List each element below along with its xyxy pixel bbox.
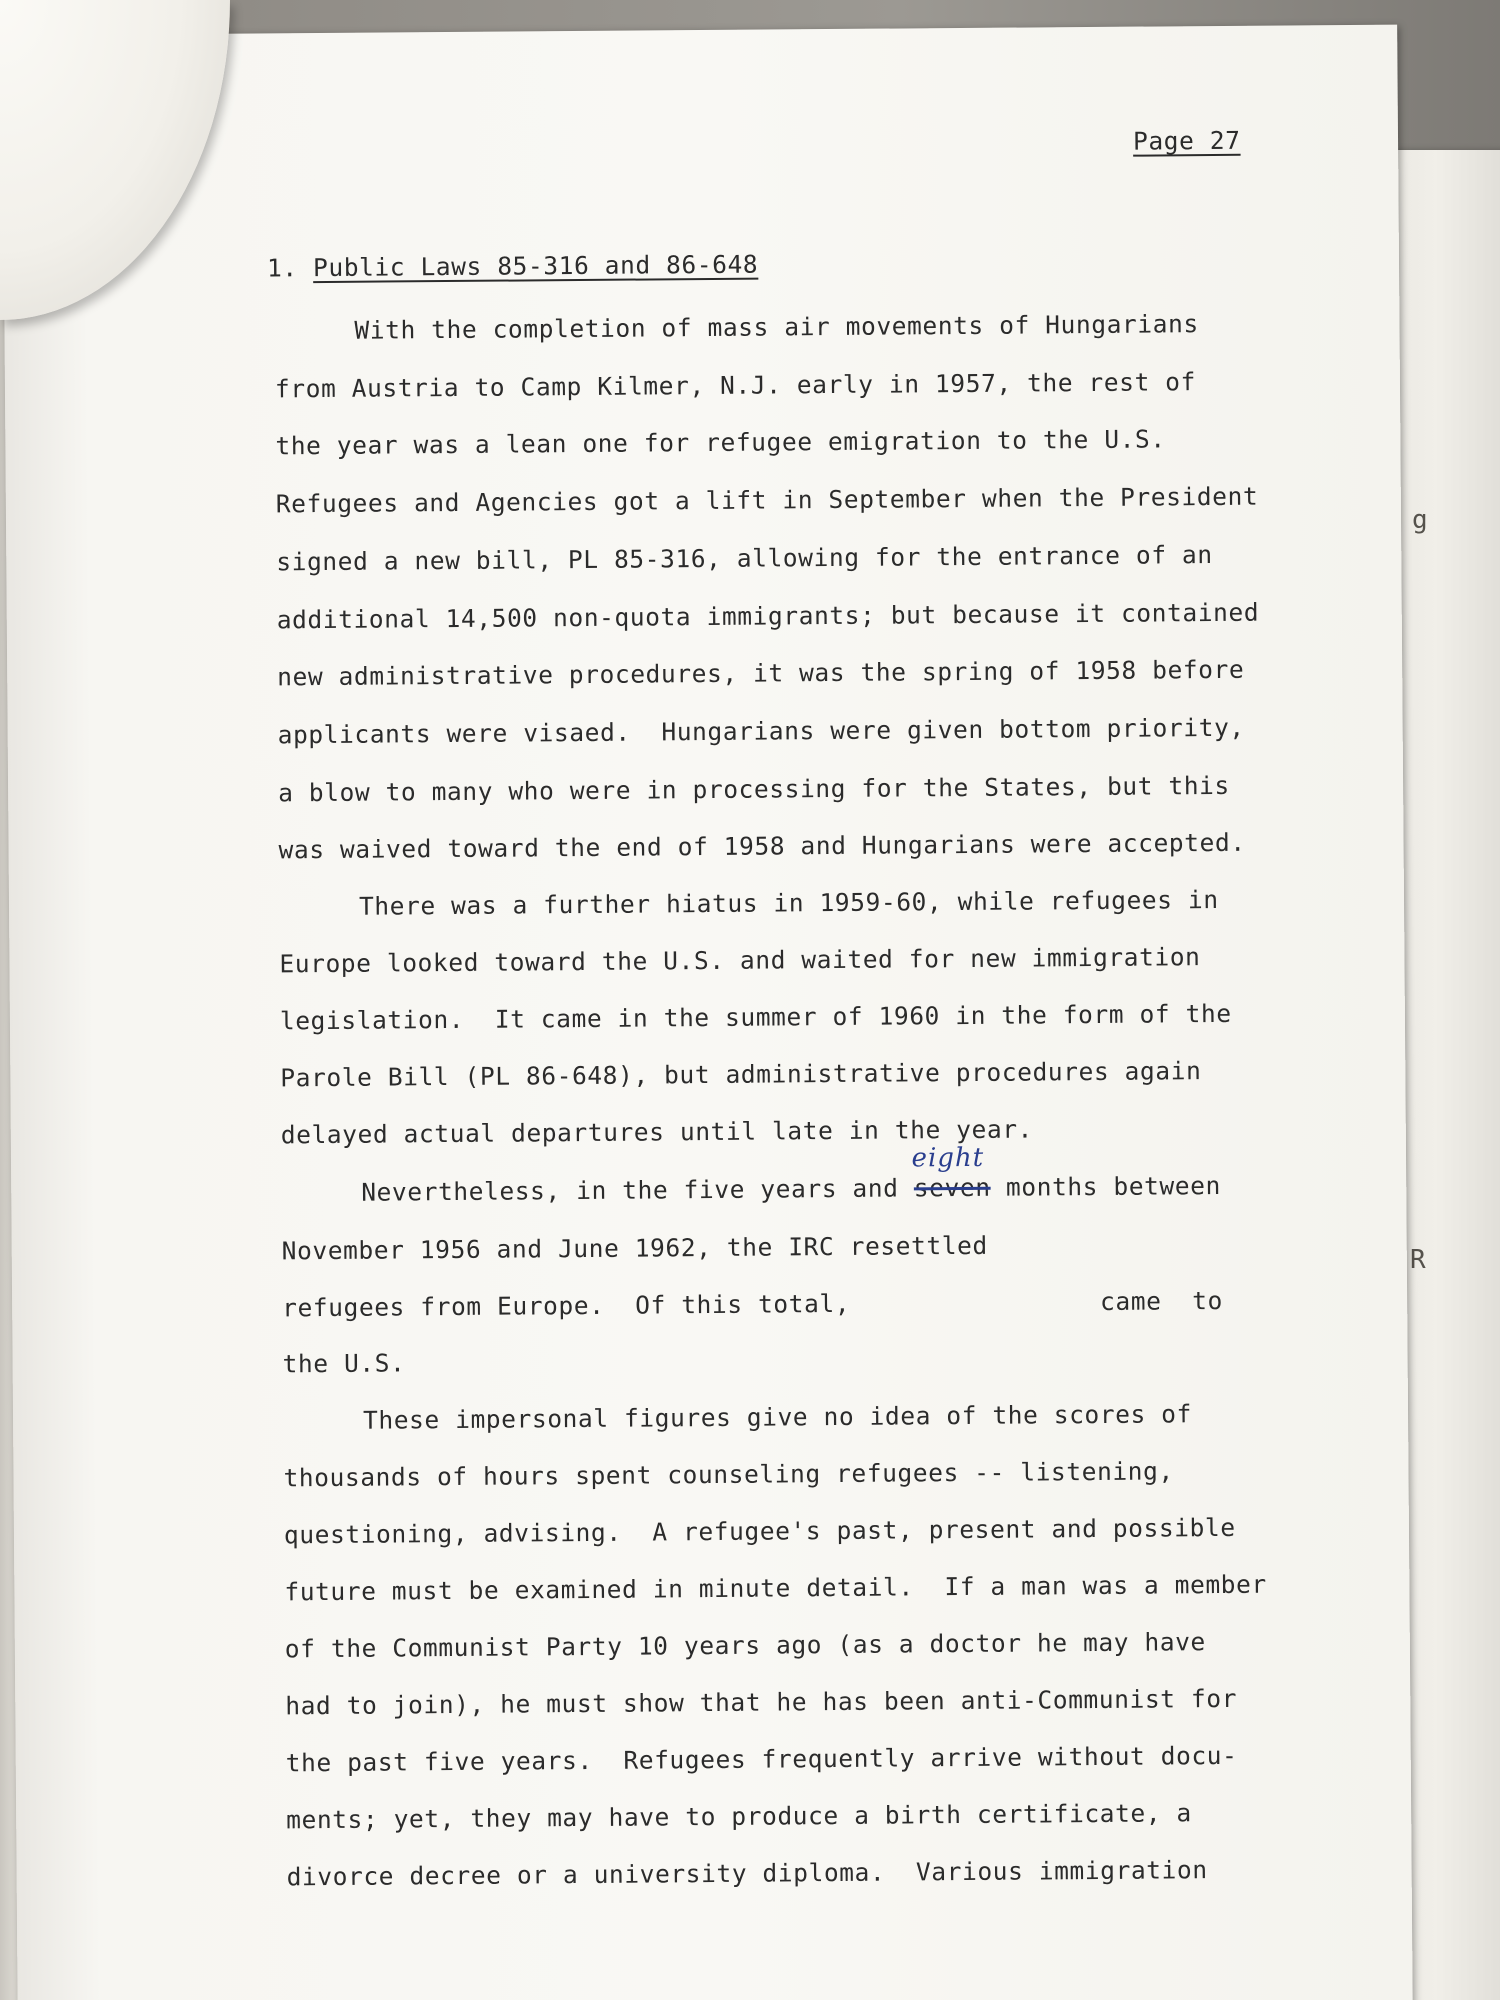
paragraph-line: questioning, advising. A refugee's past, present and possible [283, 1512, 1236, 1550]
paragraph-line: a blow to many who were in processing for the States, but this [278, 770, 1230, 808]
paragraph-line: the year was a lean one for refugee emigration to the U.S. [275, 424, 1166, 461]
paragraph-line: the U.S. [282, 1348, 406, 1379]
paragraph-line: future must be examined in minute detail. If a man was a member [284, 1569, 1267, 1607]
paragraph-line: delayed actual departures until late in the year. [280, 1114, 1034, 1150]
line-text: refugees from Europe. Of this total, [282, 1288, 851, 1323]
handwritten-correction [911, 1142, 991, 1203]
section-number: 1. [266, 253, 298, 283]
typed-page [2, 25, 1413, 2000]
section-title: Public Laws 85-316 and 86-648 [312, 249, 759, 283]
paragraph-line: Parole Bill (PL 86-648), but administrative procedures again [280, 1056, 1202, 1093]
paragraph-line: legislation. It came in the summer of 1960 in the form of the [279, 998, 1232, 1036]
paragraph-line: ments; yet, they may have to produce a birth certificate, a [286, 1798, 1192, 1835]
paragraph-line: November 1956 and June 1962, the IRC resettled [281, 1230, 988, 1266]
paragraph-line-with-blank [282, 1286, 1223, 1322]
paragraph-line: These impersonal figures give no idea of the scores of [362, 1399, 1193, 1435]
paragraph-line: was waived toward the end of 1958 and Hungarians were accepted. [278, 827, 1246, 865]
paragraph-line: additional 14,500 non-quota immigrants; but because it contained [276, 597, 1260, 635]
paragraph-line: thousands of hours spent counseling refugees -- listening, [283, 1456, 1174, 1493]
paragraph-line: There was a further hiatus in 1959-60, while refugees in [358, 885, 1219, 921]
paragraph-line: of the Communist Party 10 years ago (as a doctor he may have [284, 1627, 1206, 1664]
underlying-page-letter: g [1412, 505, 1428, 535]
paragraph-line-with-correction [361, 1142, 1221, 1207]
line-text: came to [1099, 1285, 1224, 1316]
paragraph-line: Refugees and Agencies got a lift in September when the President [275, 481, 1259, 519]
paragraph-line: signed a new bill, PL 85-316, allowing for the entrance of an [276, 540, 1213, 577]
paragraph-line: had to join), he must show that he has been anti-Communist for [285, 1683, 1238, 1721]
paragraph-line: Europe looked toward the U.S. and waited for new immigration [279, 942, 1201, 979]
paragraph-line: from Austria to Camp Kilmer, N.J. early in 1957, the rest of [274, 367, 1197, 404]
paragraph-line: With the completion of mass air movements of Hungarians [354, 309, 1199, 345]
struck-word: seven [913, 1172, 991, 1203]
line-text: Nevertheless, in the five years and [361, 1173, 914, 1207]
paragraph-line: divorce decree or a university diploma. Various immigration [286, 1855, 1208, 1892]
blank-space [850, 1310, 1100, 1312]
underlying-page-letter: R [1410, 1245, 1426, 1275]
paragraph-line: the past five years. Refugees frequently arrive without docu- [285, 1740, 1238, 1778]
paragraph-line: applicants were visaed. Hungarians were given bottom priority, [277, 712, 1245, 750]
paragraph-line: new administrative procedures, it was the spring of 1958 before [277, 654, 1245, 692]
handwritten-word: eight [911, 1142, 985, 1174]
page-number: Page 27 [1132, 125, 1241, 156]
line-text: months between [990, 1170, 1221, 1202]
section-heading [267, 250, 758, 283]
